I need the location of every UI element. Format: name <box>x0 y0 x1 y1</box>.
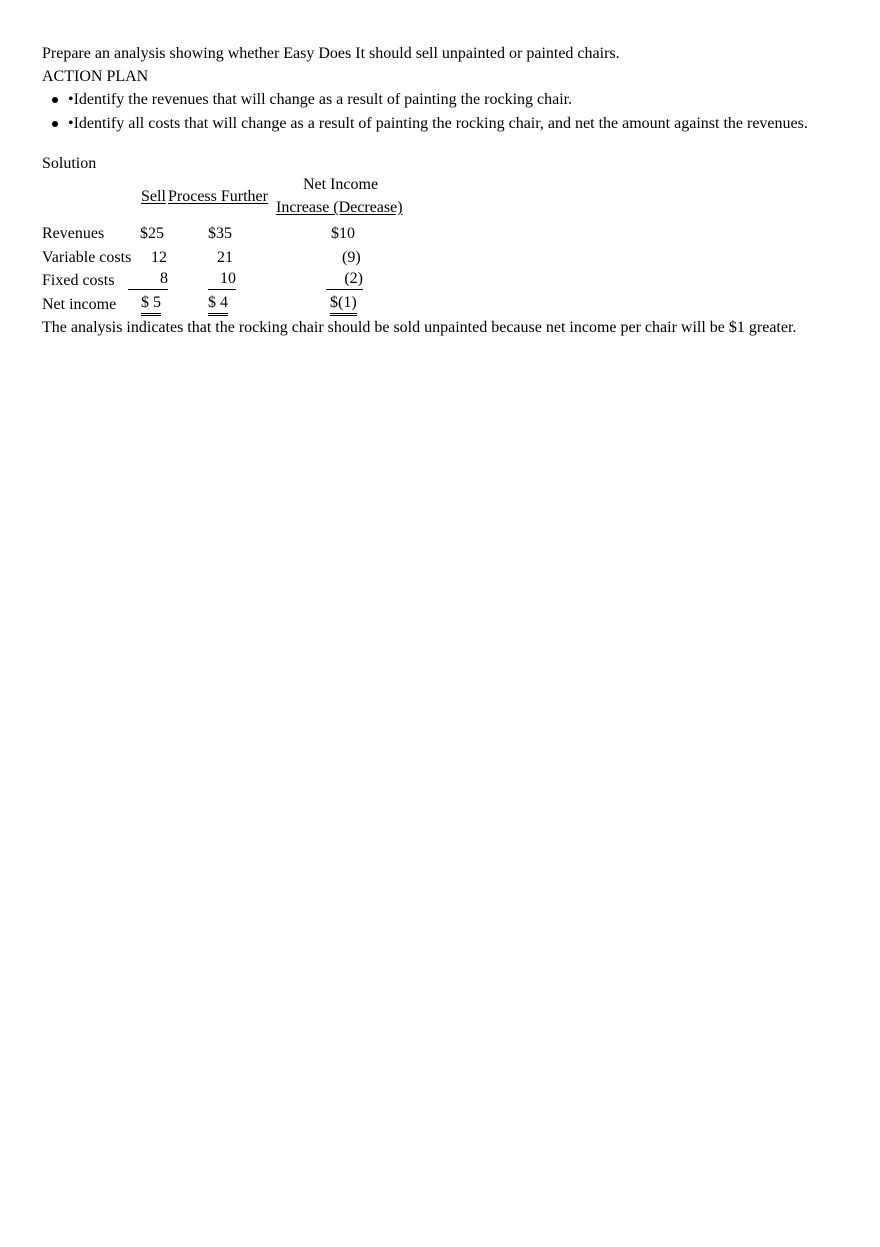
cell-sell: $25 <box>140 225 164 242</box>
document-page <box>42 42 832 339</box>
table-row <box>42 293 832 317</box>
cell-net: $(1) <box>330 293 357 316</box>
cell-sell: $ 5 <box>141 293 161 316</box>
header-increase-decrease: Increase (Decrease) <box>276 199 403 216</box>
row-label: Revenues <box>42 225 105 242</box>
action-item: •Identify the revenues that will change as a result of painting the rocking chair. <box>68 88 832 112</box>
row-label: Fixed costs <box>42 272 115 289</box>
cell-sell: 8 <box>128 269 168 290</box>
cell-sell: 12 <box>151 248 167 266</box>
cell-net: (9) <box>342 248 361 266</box>
header-net-income: Net Income <box>303 176 379 193</box>
conclusion-text: The analysis indicates that the rocking chair should be sold unpainted because net income per chair will be $1 greater. <box>42 319 797 336</box>
action-plan-list <box>42 88 832 136</box>
cell-process: 10 <box>208 269 236 290</box>
row-label: Variable costs <box>42 248 132 266</box>
cell-process: 21 <box>217 248 233 266</box>
header-process-further: Process Further <box>168 188 268 205</box>
action-item: •Identify all costs that will change as a result of painting the rocking chair, and net the amount against the revenues. <box>68 112 832 136</box>
action-plan-title: ACTION PLAN <box>42 68 149 85</box>
intro-text: Prepare an analysis showing whether Easy Does It should sell unpainted or painted chairs. <box>42 45 620 62</box>
table-header <box>42 175 832 216</box>
cell-process: $ 4 <box>208 293 228 316</box>
table-row <box>42 246 832 270</box>
table-row <box>42 269 832 293</box>
cell-net: $10 <box>331 225 355 242</box>
analysis-table <box>42 222 832 316</box>
cell-process: $35 <box>208 225 232 242</box>
row-label: Net income <box>42 295 117 313</box>
solution-label: Solution <box>42 155 97 172</box>
header-sell: Sell <box>141 188 166 205</box>
table-row <box>42 222 832 246</box>
cell-net: (2) <box>326 269 363 290</box>
